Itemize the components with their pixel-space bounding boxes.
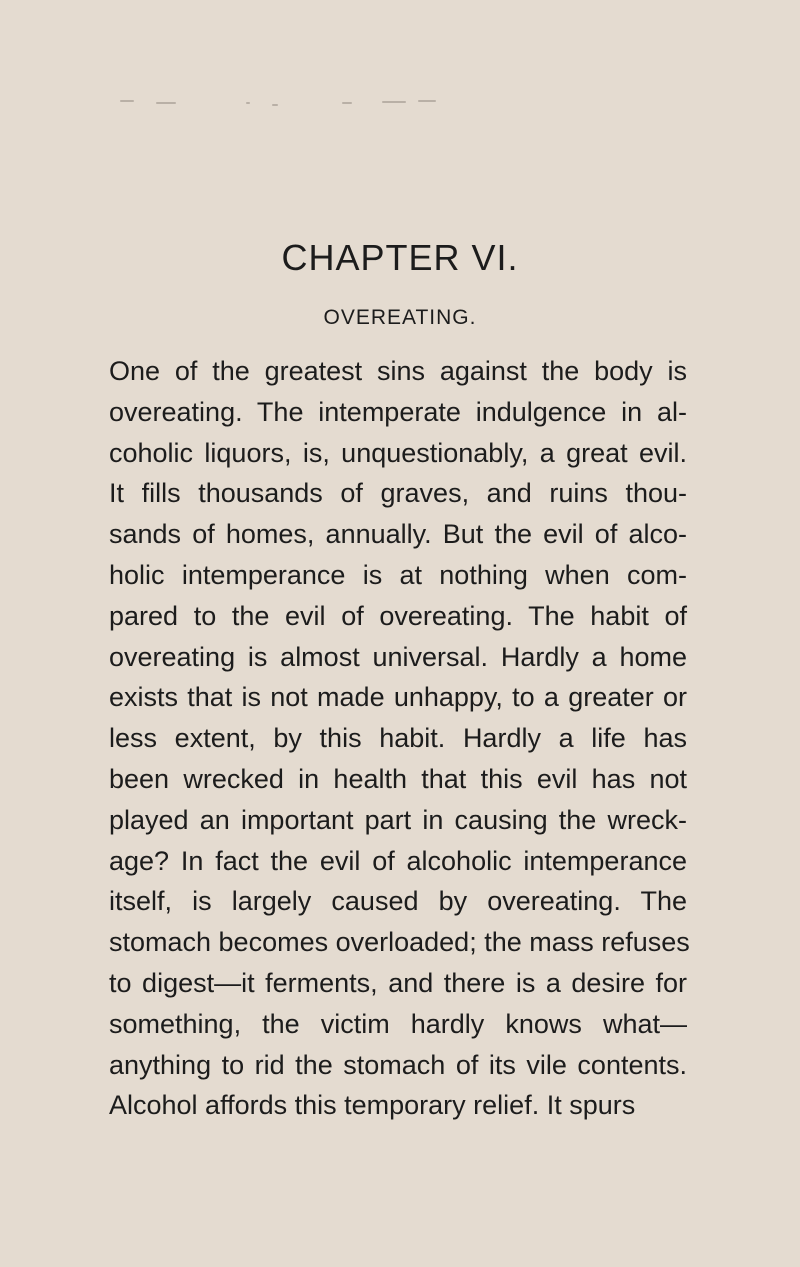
speck (382, 101, 406, 103)
speck (156, 102, 176, 104)
section-title: OVEREATING. (323, 306, 477, 329)
text-line: holic intemperance is at nothing when com- (109, 559, 687, 590)
chapter-heading: CHAPTER VI. (281, 237, 519, 278)
text-line: anything to rid the stomach of its vile contents. (109, 1049, 687, 1080)
text-line: overeating is almost universal. Hardly a home (109, 641, 687, 672)
text-line: overeating. The intemperate indulgence in al- (109, 396, 687, 427)
text-line: pared to the evil of overeating. The habit of (109, 600, 687, 631)
text-line: played an important part in causing the wreck- (109, 804, 687, 835)
text-line: One of the greatest sins against the body is (109, 356, 687, 386)
text-line: itself, is largely caused by overeating. The (109, 886, 687, 917)
text-line: something, the victim hardly knows what— (109, 1008, 687, 1039)
text-line: to digest—it ferments, and there is a desire for (109, 967, 687, 998)
speck (272, 104, 278, 106)
speck (418, 100, 436, 102)
text-line: age? In fact the evil of alcoholic intemperance (109, 845, 687, 876)
body-paragraph (109, 351, 690, 1126)
text-line: stomach becomes overloaded; the mass refuses (109, 927, 690, 958)
text-line: less extent, by this habit. Hardly a life has (109, 723, 687, 754)
speck (246, 102, 250, 104)
text-line: coholic liquors, is, unquestionably, a great evil. (109, 437, 687, 468)
speck (120, 100, 134, 102)
text-line: exists that is not made unhappy, to a greater or (109, 682, 687, 713)
paper-specks (120, 96, 440, 110)
text-line: sands of homes, annually. But the evil of alco- (109, 519, 687, 550)
text-line: been wrecked in health that this evil has not (109, 763, 687, 794)
speck (342, 102, 352, 104)
text-line: Alcohol affords this temporary relief. It spurs (109, 1090, 636, 1121)
text-line: It fills thousands of graves, and ruins thou- (109, 478, 687, 509)
